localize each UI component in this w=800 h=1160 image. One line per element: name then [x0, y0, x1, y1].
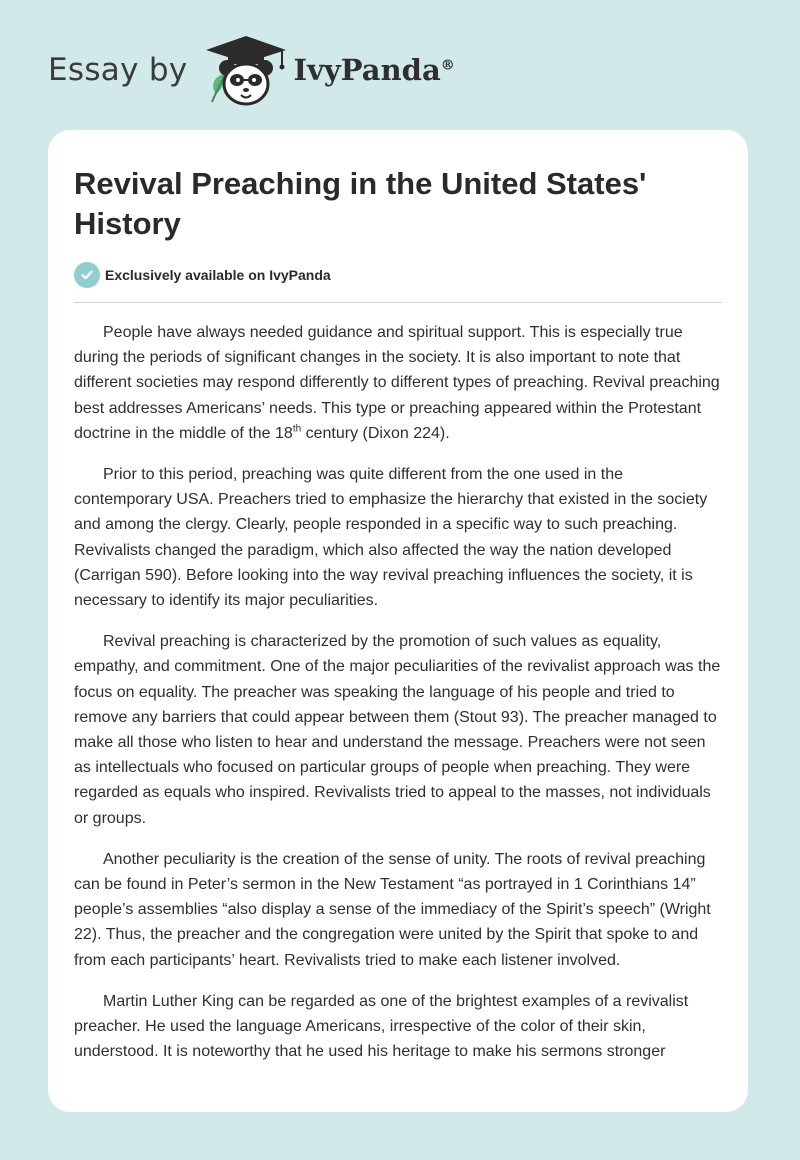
- essay-body: [74, 320, 724, 1080]
- badge-label: Exclusively available on IvyPanda: [105, 267, 331, 283]
- paragraph-1-tail: century (Dixon 224).: [301, 424, 450, 442]
- paragraph-1-text: People have always needed guidance and spiritual support. This is especially true during the periods of significant changes in the society. It is also important to note that different societies may respond differently to different types of preaching. Revival preaching best addresses Americans’ needs. This type or preaching appeared within the Protestant doctrine in the middle of the 18: [74, 324, 720, 442]
- divider: [74, 302, 722, 303]
- panda-logo-icon[interactable]: [202, 30, 290, 110]
- exclusive-badge: [74, 262, 331, 288]
- paragraph-1: [74, 320, 724, 446]
- paragraph-3: Revival preaching is characterized by the promotion of such values as equality, empathy, and commitment. One of the major peculiarities of the revivalist approach was the focus on equality. The preacher was speaking the language of his people and tried to remove any barriers that could appear between them (Stout 93). The preacher managed to make all those who listen to hear and understand the message. Preachers were not seen as intellectuals who focused on particular groups of people when preaching. They were regarded as equals who inspired. Revivalists tried to appeal to the masses, not individuals or groups.: [74, 633, 721, 827]
- trademark-symbol: ®: [440, 57, 455, 74]
- paragraph-4: Another peculiarity is the creation of the sense of unity. The roots of revival preaching can be found in Peter’s sermon in the New Testament “as portrayed in 1 Corinthians 14” people’s assemblies “also display a sense of the immediacy of the Spirit’s speech” (Wright 22). Thus, the preacher and the congregation were united by the Spirit that spoke to and from each participants’ heart. Revivalists tried to make each listener involved.: [74, 850, 711, 969]
- brand-name[interactable]: [294, 53, 455, 87]
- brand-text: IvyPanda: [293, 53, 441, 87]
- essay-card: [48, 130, 748, 1112]
- ordinal-suffix: th: [292, 423, 302, 435]
- page-title: Revival Preaching in the United States' History: [74, 166, 647, 241]
- checkmark-icon: [74, 262, 100, 288]
- paragraph-5: Martin Luther King can be regarded as one of the brightest examples of a revivalist preacher. He used the language Americans, irrespective of the color of their skin, understood. It is noteworthy that he used his heritage to make his sermons stronger: [74, 992, 689, 1061]
- essay-by-label: Essay by: [48, 52, 188, 88]
- site-header: [48, 30, 455, 110]
- paragraph-2: Prior to this period, preaching was quite different from the one used in the contemporary USA. Preachers tried to emphasize the hierarchy that existed in the society and among the clergy. Clearly, people responded in a specific way to such preaching. Revivalists changed the paradigm, which also affected the way the nation developed (Carrigan 590). Before looking into the way revival preaching influences the society, it is necessary to identify its major peculiarities.: [74, 466, 708, 610]
